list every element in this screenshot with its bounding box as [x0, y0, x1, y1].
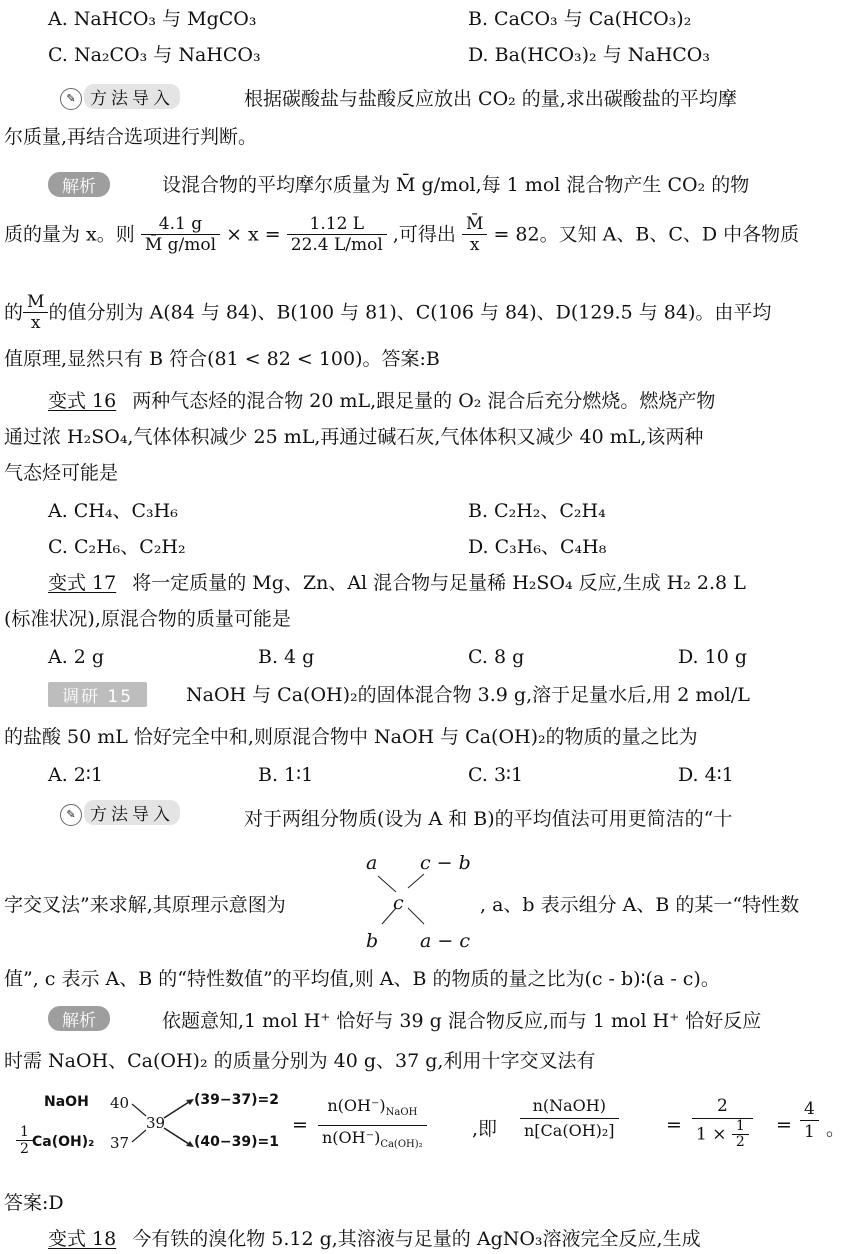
dy15-line1: NaOH 与 Ca(OH)₂的固体混合物 3.9 g,溶于足量水后,用 2 mol/L: [186, 684, 750, 706]
eq-equals-3: =: [776, 1114, 792, 1136]
fraction-4: $\frac{M}{x}$: [23, 292, 48, 333]
cross-a: a: [366, 852, 378, 874]
cross2-bot-val: 37: [110, 1134, 130, 1152]
jiexi1-line1: 设混合物的平均摩尔质量为 M̄ g/mol,每 1 mol 混合物产生 CO₂ 的物: [162, 174, 750, 196]
eq-end: 。: [826, 1118, 846, 1140]
jiexi-badge: [48, 172, 110, 197]
method1-line2: 尔质量,再结合选项进行判断。: [4, 126, 258, 148]
v16-label: 变式 16: [48, 390, 117, 412]
v16-line3: 气态烃可能是: [4, 462, 119, 484]
method2-line3: 值”, c 表示 A、B 的“特性数值”的平均值,则 A、B 的物质的量之比为(c - b)∶(a - c)。: [4, 968, 720, 990]
cross-line-4: [408, 908, 424, 924]
cross2-mid: 39: [146, 1114, 166, 1132]
option-a: A. NaHCO₃ 与 MgCO₃: [48, 8, 257, 30]
method2-line1: 对于两组分物质(设为 A 和 B)的平均值法可用更简洁的“十: [244, 808, 733, 830]
jiexi2-line1: 依题意知,1 mol H⁺ 恰好与 39 g 混合物反应,而与 1 mol H⁺ 恰好反应: [162, 1010, 762, 1032]
cross-line-1: [378, 876, 396, 892]
option-d: D. Ba(HCO₃)₂ 与 NaHCO₃: [468, 44, 710, 66]
cross-b: b: [366, 930, 379, 952]
answer-2: 答案:D: [4, 1192, 64, 1214]
v16-option-d: D. C₃H₆、C₄H₈: [468, 536, 607, 558]
dy15-label: 调研 15: [48, 682, 147, 707]
eq-fraction-1: $\frac{n(OH^-)_{NaOH}}{n(OH^-)_{Ca(OH)_2}}$: [318, 1094, 427, 1157]
method2-badge: [60, 800, 180, 826]
eq-fraction-3: 2 1 × $\frac{1}{2}$: [692, 1094, 753, 1150]
jiexi-label: 解析: [48, 172, 110, 197]
method2-line2b: , a、b 表示组分 A、B 的某一“特性数: [480, 894, 800, 916]
jiexi1-line3: 的 $\frac{M}{x}$ 的值分别为 A(84 与 84)、B(100 与 81)、C(106 与 84)、D(129.5 与 84)。由平均: [4, 292, 772, 333]
cross-a-minus-c: a − c: [420, 930, 470, 952]
v17-label: 变式 17: [48, 572, 117, 594]
eq-ji: ,即: [472, 1118, 498, 1140]
cross2-lines: [128, 1094, 198, 1154]
jiexi-label: 解析: [48, 1006, 110, 1031]
v17-option-a: A. 2 g: [48, 646, 105, 668]
cross2-half-frac: $\frac{1}{2}$: [16, 1124, 33, 1157]
cross2-top-right: (39−37)=2: [194, 1092, 279, 1108]
dy15-option-d: D. 4∶1: [678, 764, 734, 786]
cross-c-minus-b: c − b: [420, 852, 471, 874]
fraction-3: $\frac{M̄}{x}$: [462, 214, 487, 255]
eq-equals-1: =: [292, 1114, 308, 1136]
eq-fraction-4: $\frac{4}{1}$: [800, 1098, 819, 1143]
v16-option-c: C. C₂H₆、C₂H₂: [48, 536, 186, 558]
jiexi2-line2: 时需 NaOH、Ca(OH)₂ 的质量分别为 40 g、37 g,利用十字交叉法有: [4, 1050, 596, 1072]
option-c: C. Na₂CO₃ 与 NaHCO₃: [48, 44, 261, 66]
v16-option-b: B. C₂H₂、C₂H₄: [468, 500, 606, 522]
jiexi1-line4: 值原理,显然只有 B 符合(81 < 82 < 100)。答案:B: [4, 348, 440, 370]
v17-option-b: B. 4 g: [258, 646, 315, 668]
eq-equals-2: =: [666, 1114, 682, 1136]
method-icon: ✎: [60, 88, 82, 110]
fraction-2: $\frac{1.12 L}{\text{22.4 L/mol}}$: [287, 214, 387, 255]
v16-option-a: A. CH₄、C₃H₆: [48, 500, 178, 522]
fraction-1: $\frac{4.1 g}{\text{M̄ g/mol}}$: [141, 214, 220, 255]
dy15-badge: [48, 682, 147, 707]
cross2-bot-right: (40−39)=1: [194, 1134, 279, 1150]
cross2-top-val: 40: [110, 1094, 130, 1112]
v17-line1: 变式 17 将一定质量的 Mg、Zn、Al 混合物与足量稀 H₂SO₄ 反应,生成 H₂ 2.8 L: [48, 572, 746, 594]
cross2-bot-label: Ca(OH)₂: [32, 1134, 95, 1150]
method1-line1: 根据碳酸盐与盐酸反应放出 CO₂ 的量,求出碳酸盐的平均摩: [244, 88, 737, 110]
option-b: B. CaCO₃ 与 Ca(HCO₃)₂: [468, 8, 692, 30]
method-label: 方法导入: [84, 84, 180, 109]
v18-label: 变式 18: [48, 1228, 117, 1250]
jiexi2-badge: [48, 1006, 110, 1031]
dy15-option-b: B. 1∶1: [258, 764, 314, 786]
dy15-option-c: C. 3∶1: [468, 764, 524, 786]
method-icon: ✎: [60, 804, 82, 826]
v17-option-d: D. 10 g: [678, 646, 748, 668]
dy15-option-a: A. 2∶1: [48, 764, 103, 786]
method-label: 方法导入: [84, 800, 180, 825]
jiexi1-line2: 质的量为 x。则 $\frac{4.1 g}{\text{M̄ g/mol}}$ × x = $\frac{1.12 L}{\text{22.4 L/mol}}$ ,可得出 $\frac{M̄}{x}$ = 82。又知 A、B、C、D 中各物质: [4, 214, 800, 255]
v16-line1: 变式 16 两种气态烃的混合物 20 mL,跟足量的 O₂ 混合后充分燃烧。燃烧产物: [48, 390, 716, 412]
v18-line1: 变式 18 今有铁的溴化物 5.12 g,其溶液与足量的 AgNO₃溶液完全反应,生成: [48, 1228, 701, 1250]
eq-fraction-2: $\frac{\text{n(NaOH)}}{\text{n[Ca(OH)₂]}}$: [520, 1094, 619, 1143]
v17-option-c: C. 8 g: [468, 646, 525, 668]
cross-line-2: [408, 874, 424, 888]
v17-line2: (标准状况),原混合物的质量可能是: [4, 608, 291, 630]
cross2-top-label: NaOH: [44, 1094, 89, 1110]
dy15-line2: 的盐酸 50 mL 恰好完全中和,则原混合物中 NaOH 与 Ca(OH)₂的物质的量之比为: [4, 726, 698, 748]
cross-c: c: [393, 892, 404, 914]
method2-line2a: 字交叉法”来求解,其原理示意图为: [4, 894, 286, 916]
v16-line2: 通过浓 H₂SO₄,气体体积减少 25 mL,再通过碱石灰,气体体积又减少 40 mL,该两种: [4, 426, 704, 448]
method-badge: [60, 84, 180, 110]
